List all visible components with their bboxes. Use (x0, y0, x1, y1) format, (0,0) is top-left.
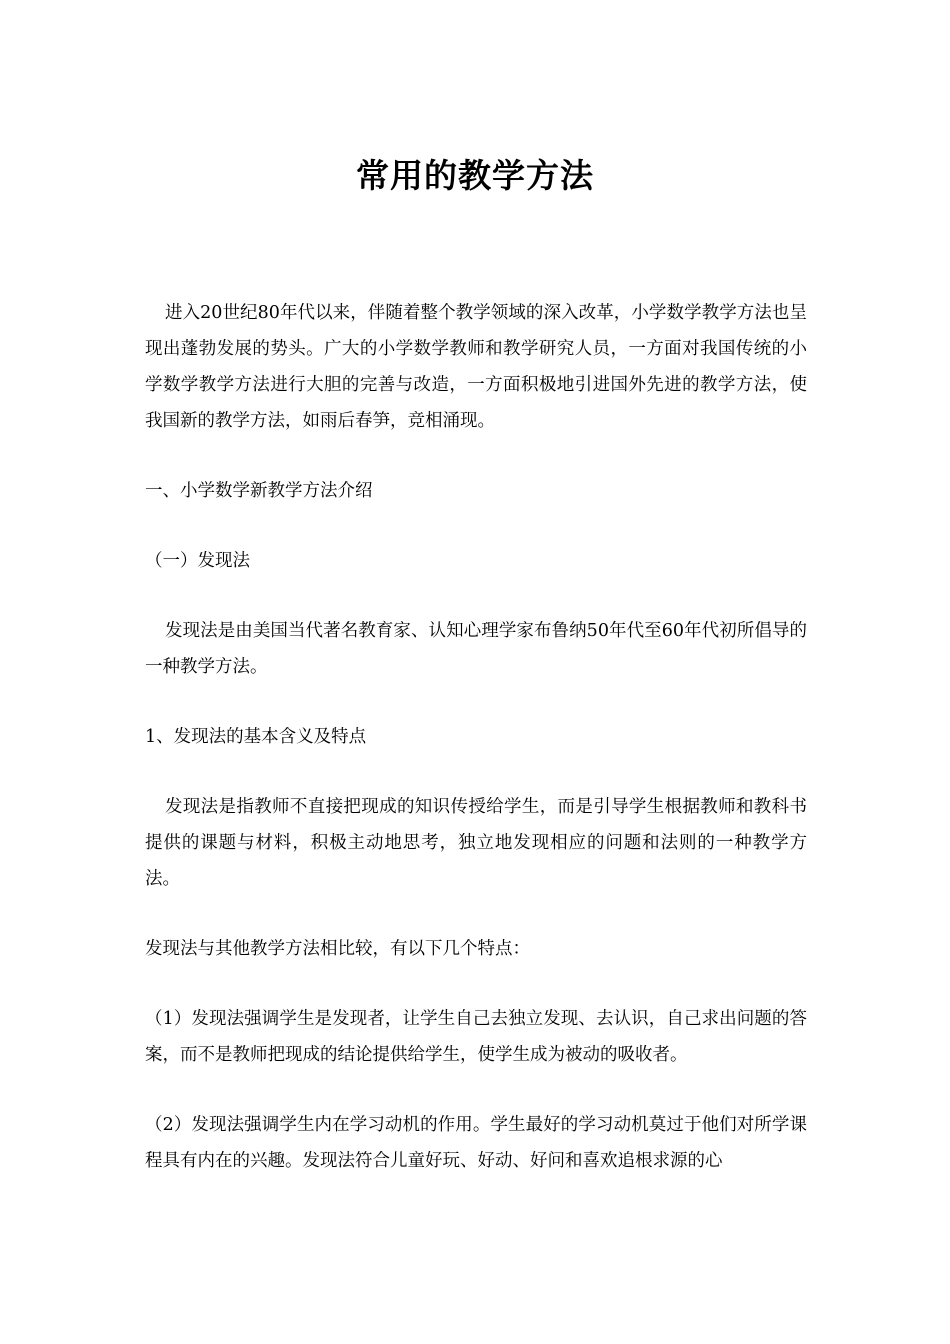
document-title: 常用的教学方法 (356, 156, 594, 195)
list-item-feature-1: （1）发现法强调学生是发现者，让学生自己去独立发现、去认识，自己求出问题的答案，而不是教师把现成的结论提供给学生，使学生成为被动的吸收者。 (145, 1009, 807, 1065)
paragraph-discovery-origin: 发现法是由美国当代著名教育家、认知心理学家布鲁纳50年代至60年代初所倡导的一种教学方法。 (145, 621, 807, 677)
paragraph-intro: 进入20世纪80年代以来，伴随着整个教学领域的深入改革，小学数学教学方法也呈现出蓬勃发展的势头。广大的小学数学教师和教学研究人员，一方面对我国传统的小学数学教学方法进行大胆的完善与改造，一方面积极地引进国外先进的教学方法，使我国新的教学方法，如雨后春笋，竞相涌现。 (145, 303, 807, 431)
section-heading: 一、小学数学新教学方法介绍 (145, 481, 373, 501)
numbered-heading: 1、发现法的基本含义及特点 (145, 727, 367, 747)
list-item-feature-2: （2）发现法强调学生内在学习动机的作用。学生最好的学习动机莫过于他们对所学课程具有内在的兴趣。发现法符合儿童好玩、好动、好问和喜欢追根求源的心 (145, 1115, 807, 1171)
paragraph-discovery-definition: 发现法是指教师不直接把现成的知识传授给学生，而是引导学生根据教师和教科书提供的课题与材料，积极主动地思考，独立地发现相应的问题和法则的一种教学方法。 (145, 797, 807, 889)
document-body (145, 295, 807, 1213)
subsection-heading: （一）发现法 (145, 551, 250, 571)
paragraph-features-intro: 发现法与其他教学方法相比较，有以下几个特点： (145, 939, 530, 959)
